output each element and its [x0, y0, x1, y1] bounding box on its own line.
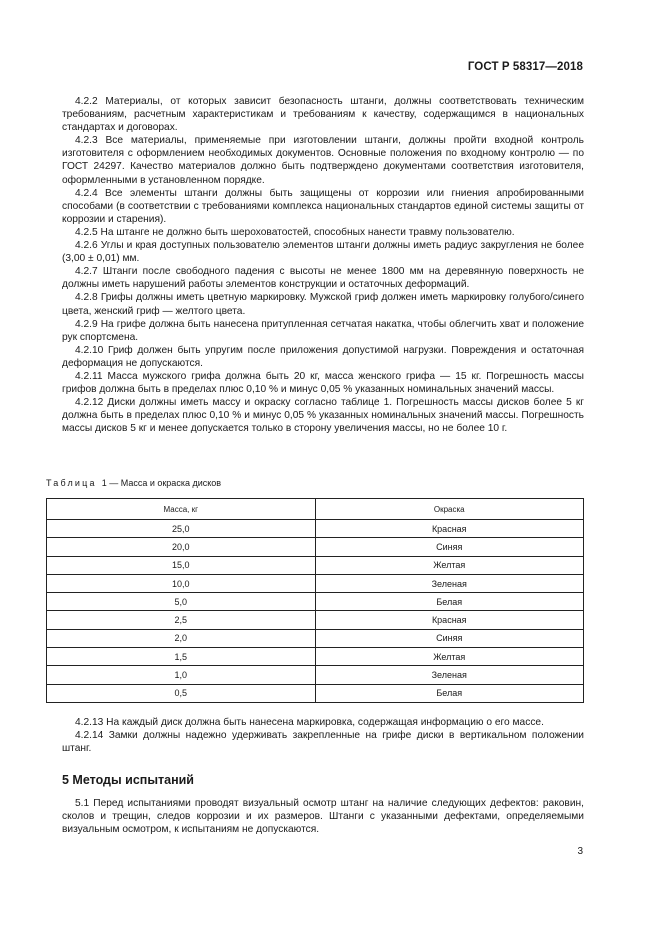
mass-cell: 25,0 — [47, 520, 316, 538]
color-cell: Белая — [315, 593, 584, 611]
mass-cell: 5,0 — [47, 593, 316, 611]
paragraph-4-2-14: 4.2.14 Замки должны надежно удерживать закрепленные на грифе диски в вертикальном положении штанг. — [62, 730, 584, 755]
table-row — [47, 538, 584, 556]
color-cell: Белая — [315, 684, 584, 702]
disc-mass-color-table — [46, 498, 584, 703]
mass-cell: 2,0 — [47, 629, 316, 647]
table-row — [47, 574, 584, 592]
table-row — [47, 611, 584, 629]
mass-cell: 20,0 — [47, 538, 316, 556]
paragraph-4-2-13: 4.2.13 На каждый диск должна быть нанесена маркировка, содержащая информацию о его массе. — [75, 717, 544, 728]
paragraph-4-2-12: 4.2.12 Диски должны иметь массу и окраску согласно таблице 1. Погрешность массы дисков более 5 кг должна быть в пределах плюс 0,10 % и минус 0,05 % указанных номинальных значений массы. Погрешность массы дисков 5 кг и менее допускается только в сторону увеличения массы, но не более 10 г. — [62, 397, 584, 435]
table-caption-prefix: Таблица — [46, 478, 97, 488]
body-text — [62, 95, 584, 435]
paragraph-5-1: 5.1 Перед испытаниями проводят визуальный осмотр штанг на наличие следующих дефектов: раковин, сколов и трещин, следов коррозии и их размеров. Штанги с указанными дефектами, определяемыми визуальным осмотром, к испытаниям не допускаются. — [62, 798, 584, 836]
color-cell: Синяя — [315, 538, 584, 556]
section-heading: 5 Методы испытаний — [62, 773, 194, 787]
paragraph-4-2-8: 4.2.8 Грифы должны иметь цветную маркировку. Мужской гриф должен иметь маркировку голубого/синего цвета, женский гриф — желтого цвета. — [62, 292, 584, 317]
mass-cell: 1,5 — [47, 648, 316, 666]
mass-cell: 0,5 — [47, 684, 316, 702]
table-row — [47, 666, 584, 684]
paragraph-4-2-10: 4.2.10 Гриф должен быть упругим после приложения допустимой нагрузки. Повреждения и остаточная деформация не допускаются. — [62, 344, 584, 369]
section-text — [62, 797, 584, 836]
document-code: ГОСТ Р 58317—2018 — [467, 61, 583, 73]
table-row — [47, 629, 584, 647]
table-row — [47, 556, 584, 574]
paragraph-4-2-7: 4.2.7 Штанги после свободного падения с высоты не менее 1800 мм на деревянную поверхность не должны иметь нарушений работы элементов конструкции и остаточных деформаций. — [62, 266, 584, 291]
table-row — [47, 684, 584, 702]
paragraph-4-2-9: 4.2.9 На грифе должна быть нанесена притупленная сетчатая накатка, чтобы облегчить хват и положение рук спортсмена. — [62, 318, 584, 343]
paragraph-4-2-3: 4.2.3 Все материалы, применяемые при изготовлении штанги, должны пройти входной контроль изготовителя с оформлением необходимых документов. Основные положения по входному контролю — по ГОСТ 24297. Качество материалов должно быть подтверждено документами соответствия изготовителя, оформленными в установленном порядке. — [62, 135, 584, 186]
table-header-row — [47, 499, 584, 520]
color-cell: Зеленая — [315, 574, 584, 592]
color-cell: Синяя — [315, 629, 584, 647]
paragraph-4-2-4: 4.2.4 Все элементы штанги должны быть защищены от коррозии или гниения апробированными способами (в соответствии с требованиями комплекса национальных стандартов единой системы защиты от коррозии и старения). — [62, 187, 584, 225]
paragraph-4-2-6: 4.2.6 Углы и края доступных пользователю элементов штанги должны иметь радиус закругления не более (3,00 ± 0,01) мм. — [62, 240, 584, 265]
color-cell: Красная — [315, 520, 584, 538]
table-row — [47, 648, 584, 666]
color-cell: Желтая — [315, 648, 584, 666]
header-color: Окраска — [315, 499, 584, 520]
table-caption-text: 1 — Масса и окраска дисков — [101, 478, 222, 488]
mass-cell: 2,5 — [47, 611, 316, 629]
mass-cell: 10,0 — [47, 574, 316, 592]
page-number: 3 — [577, 846, 583, 857]
paragraph-4-2-5: 4.2.5 На штанге не должно быть шероховатостей, способных нанести травму пользователю. — [75, 226, 515, 238]
color-cell: Красная — [315, 611, 584, 629]
mass-cell: 1,0 — [47, 666, 316, 684]
color-cell: Зеленая — [315, 666, 584, 684]
table-row — [47, 520, 584, 538]
mass-cell: 15,0 — [47, 556, 316, 574]
paragraph-4-2-11: 4.2.11 Масса мужского грифа должна быть 20 кг, масса женского грифа — 15 кг. Погрешность массы грифов должна быть в пределах плюс 0,10 % и минус 0,05 % указанных номинальных значений массы. — [62, 370, 584, 396]
table-row — [47, 593, 584, 611]
post-table-text — [62, 716, 584, 755]
color-cell: Желтая — [315, 556, 584, 574]
paragraph-4-2-2: 4.2.2 Материалы, от которых зависит безопасность штанги, должны соответствовать техническим требованиям, расчетным характеристикам и требованиям к качеству, содержащимся в национальных стандартах и договорах. — [62, 96, 584, 134]
table-caption — [46, 478, 221, 488]
header-mass: Масса, кг — [47, 499, 316, 520]
